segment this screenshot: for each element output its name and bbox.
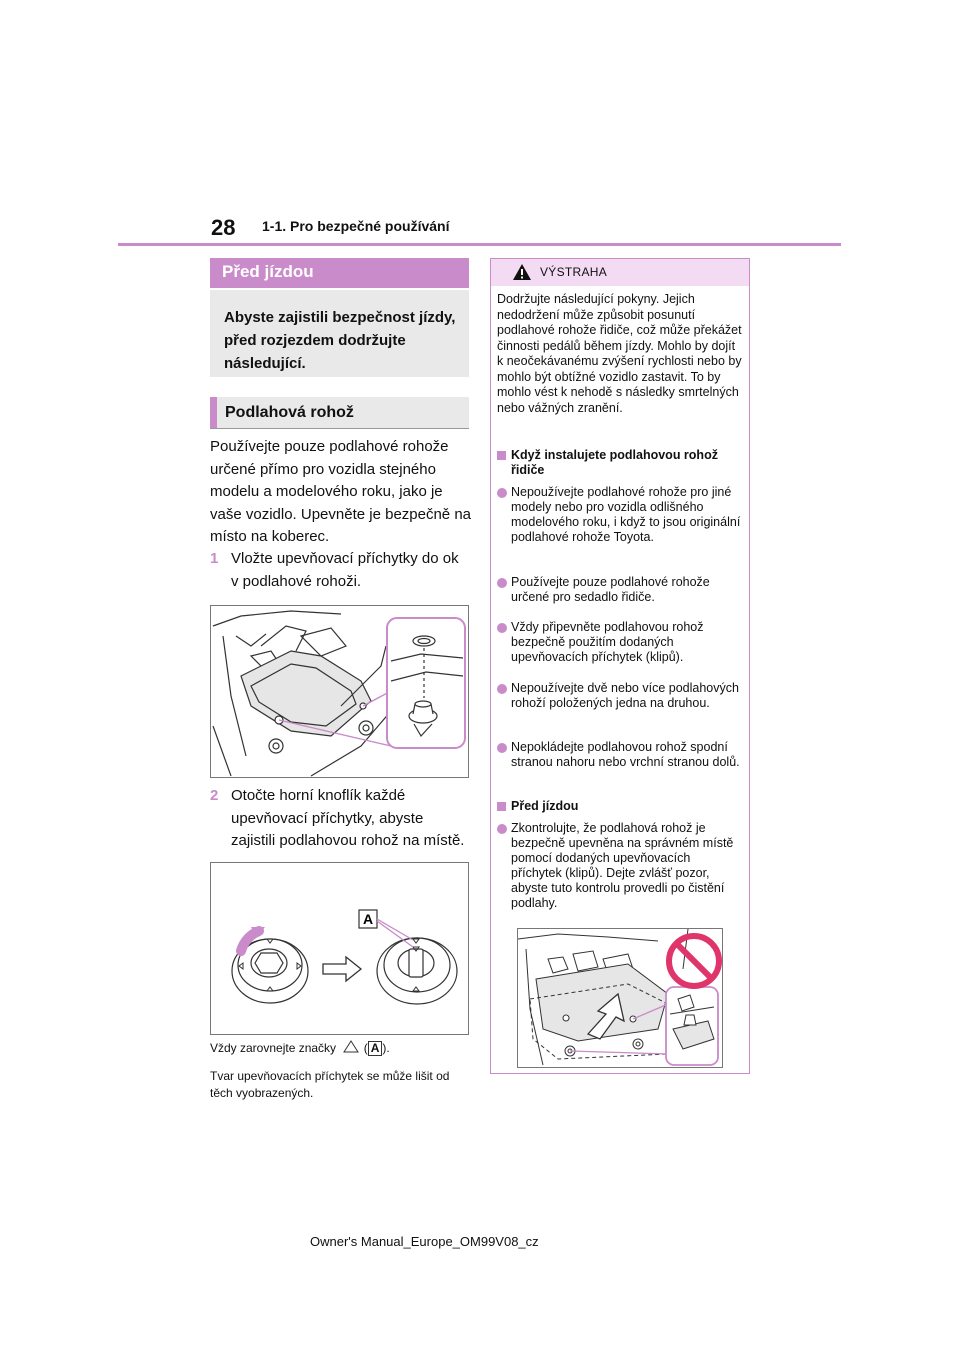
footer-text: Owner's Manual_Europe_OM99V08_cz: [310, 1234, 539, 1249]
clip-insert-figure: [210, 605, 469, 778]
caption-text: Vždy zarovnejte značky: [210, 1041, 337, 1055]
warning-bullet: [497, 740, 743, 770]
floor-mat-text: Používejte pouze podlahové rohože určené přímo pro vozidla stejného modelu a modelového roku, jako je vaše vozidlo. Upevněte je bezpečně na místo na koberec.: [210, 438, 472, 545]
figure-label-a: A: [362, 911, 374, 927]
warning-title: VÝSTRAHA: [540, 265, 608, 279]
section-title: 1-1. Pro bezpečné používání: [262, 218, 450, 234]
warning-intro: Dodržujte následující pokyny. Jejich nedodržení může způsobit posunutí podlahové rohože řidiče, což může překážet činnosti pedálů během jízdy. Mohlo by dojít k neočekávanému zvýšení rychlosti nebo by mohlo být obtížné vozidlo zastavit. To by mohlo vést k nehodě s následky smrtelných nebo vážných zranění.: [497, 292, 742, 415]
step-2: [210, 785, 470, 853]
bullet-dot-icon: [497, 488, 507, 498]
bullet-text: Nepoužívejte podlahové rohože pro jiné modely nebo pro vozidla odlišného modelového roku, i když to jsou originální podlahové rohože Toyota.: [511, 485, 741, 544]
caption-label-a: A: [368, 1041, 383, 1056]
warning-bullet: [497, 821, 743, 911]
subheading-text: Před jízdou: [511, 799, 579, 813]
caption-align: [210, 1040, 472, 1057]
subheading-text: Když instalujete podlahovou rohož řidiče: [511, 448, 718, 477]
step-number: 1: [210, 550, 219, 567]
bullet-text: Používejte pouze podlahové rohože určené pro sedadlo řidiče.: [511, 575, 710, 604]
bullet-dot-icon: [497, 578, 507, 588]
bullet-text: Zkontrolujte, že podlahová rohož je bezpečně upevněna na správném místě pomocí dodaných upevňovacích příchytek (klipů). Dejte zvlášť pozor, abyste tuto kontrolu provedli po čistění podlahy.: [511, 821, 734, 910]
bullet-text: Nepoužívejte dvě nebo více podlahových rohoží položených jedna na druhou.: [511, 681, 739, 710]
misplaced-mat-figure: [517, 928, 723, 1068]
warning-subheading: [497, 448, 743, 478]
step-text: Otočte horní knoflík každé upevňovací příchytky, abyste zajistili podlahovou rohož na místě.: [231, 787, 465, 849]
clip-rotate-figure: [210, 862, 469, 1035]
step-number: 2: [210, 787, 219, 804]
bullet-dot-icon: [497, 623, 507, 633]
bullet-text: Nepokládejte podlahovou rohož spodní stranou nahoru nebo vrchní stranou dolů.: [511, 740, 740, 769]
warning-bullet: [497, 485, 743, 545]
square-bullet-icon: [497, 802, 506, 811]
floor-mat-heading: Podlahová rohož: [210, 397, 469, 428]
step-text: Vložte upevňovací příchytky do ok v podlahové rohoži.: [231, 550, 459, 590]
caption-shape: Tvar upevňovacích příchytek se může lišit od těch vyobrazených.: [210, 1069, 450, 1100]
main-heading: Před jízdou: [210, 258, 469, 288]
caption-paren-open: (: [363, 1041, 368, 1055]
step-1: [210, 548, 470, 593]
bullet-dot-icon: [497, 743, 507, 753]
triangle-mark-icon: [342, 1040, 360, 1054]
warning-bullet: [497, 681, 743, 711]
square-bullet-icon: [497, 451, 506, 460]
warning-bullet: [497, 620, 743, 665]
header-divider: [118, 243, 841, 246]
bullet-text: Vždy připevněte podlahovou rohož bezpečně použitím dodaných upevňovacích příchytek (klipů).: [511, 620, 704, 664]
page-number: 28: [211, 215, 236, 240]
warning-subheading: [497, 799, 743, 814]
heading-divider: [210, 428, 469, 429]
warning-bullet: [497, 575, 743, 605]
caption-paren-close: ).: [382, 1041, 390, 1055]
bullet-dot-icon: [497, 824, 507, 834]
warning-icon: [512, 263, 532, 281]
intro-box: Abyste zajistili bezpečnost jízdy, před rozjezdem dodržujte následující.: [210, 290, 469, 377]
bullet-dot-icon: [497, 684, 507, 694]
